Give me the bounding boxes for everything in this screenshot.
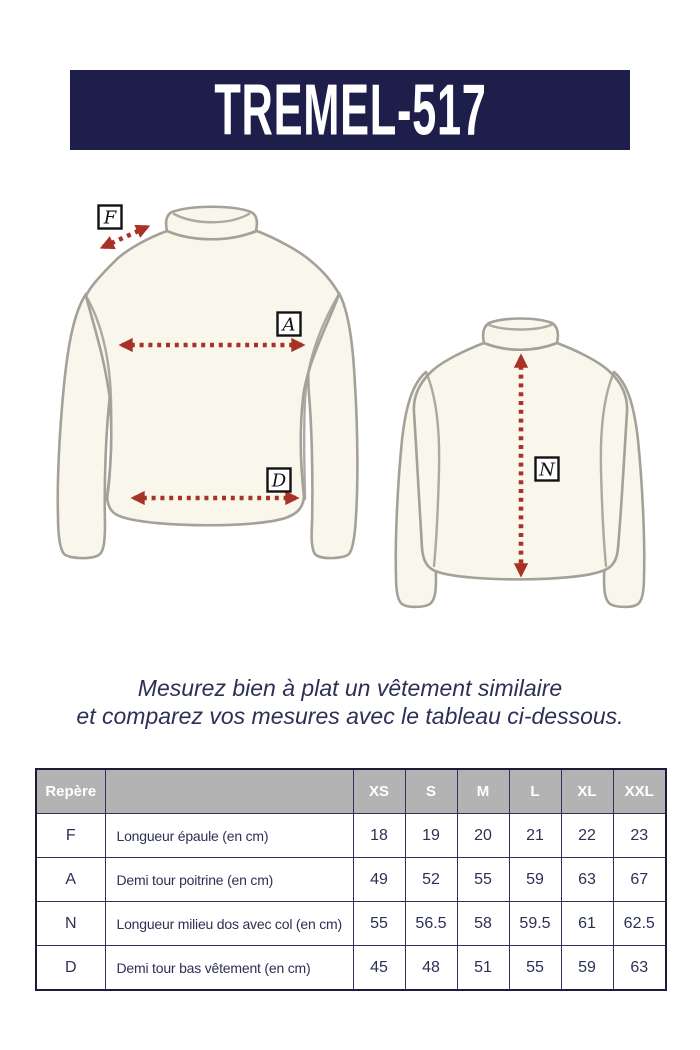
marker-letter-d: D — [271, 470, 287, 492]
header-cell-size: M — [457, 769, 509, 814]
cell-value: 63 — [561, 858, 613, 902]
garment-front-illustration — [58, 207, 358, 558]
cell-value: 55 — [457, 858, 509, 902]
marker-letter-a: A — [282, 314, 296, 336]
cell-repere: A — [36, 858, 105, 902]
table-row — [36, 858, 666, 902]
marker-box-a — [278, 313, 301, 336]
back-collar — [483, 319, 558, 350]
cell-value: 59.5 — [509, 902, 561, 946]
cell-description: Longueur milieu dos avec col (en cm) — [105, 902, 353, 946]
cell-value: 22 — [561, 814, 613, 858]
header-cell-size: S — [405, 769, 457, 814]
cell-value: 19 — [405, 814, 457, 858]
cell-value: 45 — [353, 946, 405, 991]
cell-value: 52 — [405, 858, 457, 902]
cell-description: Demi tour poitrine (en cm) — [105, 858, 353, 902]
size-table-body — [36, 814, 666, 991]
table-row — [36, 946, 666, 991]
marker-letter-f: F — [103, 207, 117, 229]
front-body — [86, 231, 339, 525]
cell-value: 62.5 — [613, 902, 666, 946]
size-table-header-row — [36, 769, 666, 814]
marker-box-n — [536, 458, 559, 481]
header-cell-size: XS — [353, 769, 405, 814]
header-cell-size: XXL — [613, 769, 666, 814]
cell-value: 55 — [353, 902, 405, 946]
size-table — [35, 768, 667, 991]
measuring-instructions — [0, 674, 700, 730]
table-row — [36, 814, 666, 858]
cell-value: 18 — [353, 814, 405, 858]
header-cell-repere: Repère — [36, 769, 105, 814]
cell-value: 56.5 — [405, 902, 457, 946]
cell-description: Demi tour bas vêtement (en cm) — [105, 946, 353, 991]
instructions-line-1: Mesurez bien à plat un vêtement similaire — [137, 675, 563, 701]
cell-value: 63 — [613, 946, 666, 991]
instructions-line-2: et comparez vos mesures avec le tableau ci-dessous. — [76, 703, 624, 729]
cell-description: Longueur épaule (en cm) — [105, 814, 353, 858]
cell-repere: F — [36, 814, 105, 858]
header-cell-size: XL — [561, 769, 613, 814]
cell-value: 51 — [457, 946, 509, 991]
marker-letter-n: N — [539, 459, 555, 481]
cell-value: 59 — [509, 858, 561, 902]
product-title: TREMEL-517 — [213, 69, 487, 151]
cell-value: 23 — [613, 814, 666, 858]
table-row — [36, 902, 666, 946]
marker-box-f — [99, 206, 122, 229]
cell-repere: D — [36, 946, 105, 991]
cell-value: 21 — [509, 814, 561, 858]
cell-value: 55 — [509, 946, 561, 991]
cell-value: 48 — [405, 946, 457, 991]
cell-value: 61 — [561, 902, 613, 946]
header-cell-description — [105, 769, 353, 814]
cell-repere: N — [36, 902, 105, 946]
cell-value: 20 — [457, 814, 509, 858]
cell-value: 59 — [561, 946, 613, 991]
cell-value: 58 — [457, 902, 509, 946]
cell-value: 49 — [353, 858, 405, 902]
cell-value: 67 — [613, 858, 666, 902]
header-cell-size: L — [509, 769, 561, 814]
marker-box-d — [268, 469, 291, 492]
